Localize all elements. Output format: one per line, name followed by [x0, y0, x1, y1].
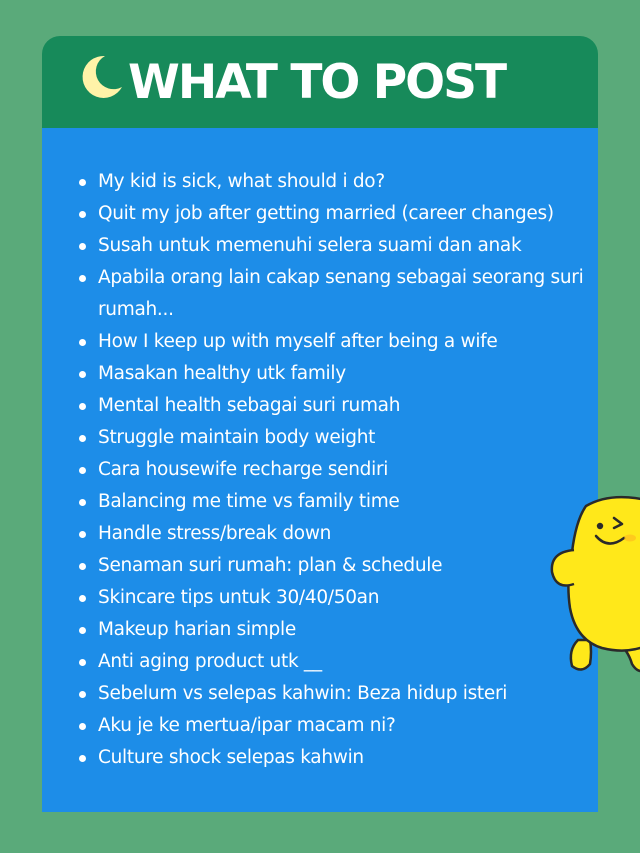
- list-item: Struggle maintain body weight: [76, 422, 586, 454]
- list-item: Quit my job after getting married (career changes): [76, 198, 586, 230]
- list-item: Mental health sebagai suri rumah: [76, 390, 586, 422]
- what-to-post-card: [42, 36, 598, 812]
- list-item: Masakan healthy utk family: [76, 358, 586, 390]
- list-item: Culture shock selepas kahwin: [76, 742, 586, 774]
- list-item: How I keep up with myself after being a wife: [76, 326, 586, 358]
- list-item: Cara housewife recharge sendiri: [76, 454, 586, 486]
- topic-list: [76, 166, 586, 774]
- list-item: Makeup harian simple: [76, 614, 586, 646]
- list-item: Handle stress/break down: [76, 518, 586, 550]
- list-item: Apabila orang lain cakap senang sebagai seorang suri rumah...: [76, 262, 586, 326]
- list-item: My kid is sick, what should i do?: [76, 166, 586, 198]
- list-item: Sebelum vs selepas kahwin: Beza hidup isteri: [76, 678, 586, 710]
- list-item: Anti aging product utk __: [76, 646, 586, 678]
- page-title: WHAT TO POST: [128, 55, 506, 110]
- list-item: Aku je ke mertua/ipar macam ni?: [76, 710, 586, 742]
- topics-panel: [42, 128, 598, 812]
- list-item: Skincare tips untuk 30/40/50an: [76, 582, 586, 614]
- yellow-mascot-icon: [546, 490, 640, 680]
- header-banner: [42, 36, 598, 128]
- list-item: Senaman suri rumah: plan & schedule: [76, 550, 586, 582]
- list-item: Balancing me time vs family time: [76, 486, 586, 518]
- crescent-moon-icon: [72, 48, 128, 104]
- list-item: Susah untuk memenuhi selera suami dan anak: [76, 230, 586, 262]
